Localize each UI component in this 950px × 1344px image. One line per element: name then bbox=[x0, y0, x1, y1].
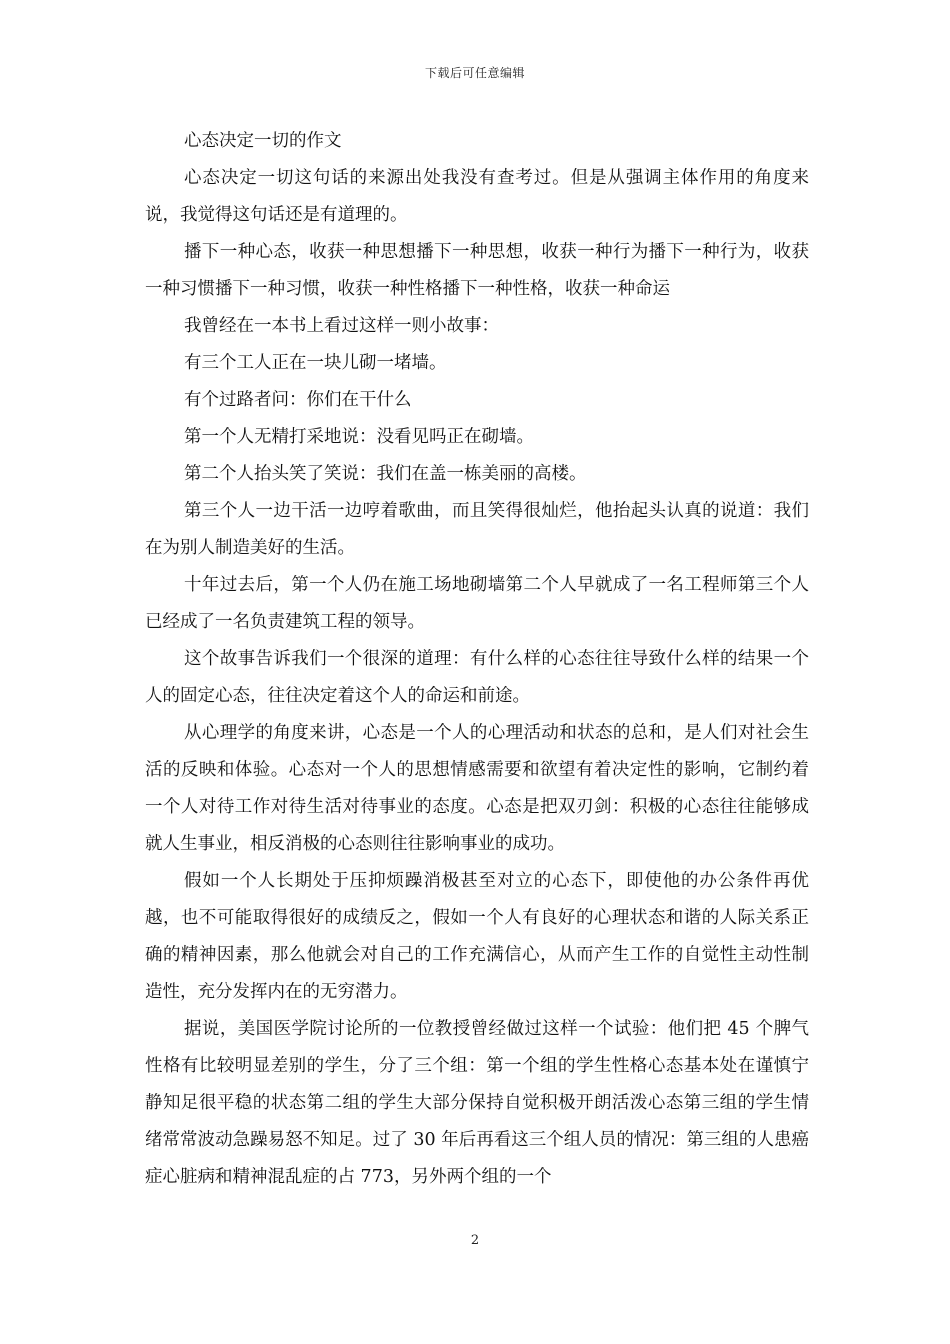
paragraph-1: 心态决定一切这句话的来源出处我没有查考过。但是从强调主体作用的角度来说，我觉得这句话还是有道理的。 bbox=[145, 168, 809, 225]
paragraph-3: 我曾经在一本书上看过这样一则小故事： bbox=[184, 316, 499, 336]
paragraph-11: 从心理学的角度来讲，心态是一个人的心理活动和状态的总和，是人们对社会生活的反映和体验。心态对一个人的思想情感需要和欲望有着决定性的影响，它制约着一个人对待工作对待生活对待事业的态度。心态是把双刃剑：积极的心态往往能够成就人生事业，相反消极的心态则往往影响事业的成功。 bbox=[145, 723, 809, 854]
paragraph-6: 第一个人无精打采地说：没看见吗正在砌墙。 bbox=[184, 427, 534, 447]
document-title: 心态决定一切的作文 bbox=[184, 131, 342, 151]
paragraph-10: 这个故事告诉我们一个很深的道理：有什么样的心态往往导致什么样的结果一个人的固定心态，往往决定着这个人的命运和前途。 bbox=[145, 649, 809, 706]
paragraph-9: 十年过去后，第一个人仍在施工场地砌墙第二个人早就成了一名工程师第三个人已经成了一名负责建筑工程的领导。 bbox=[145, 575, 809, 632]
paragraph-5: 有个过路者问：你们在干什么 bbox=[184, 390, 412, 410]
paragraph-8: 第三个人一边干活一边哼着歌曲，而且笑得很灿烂，他抬起头认真的说道：我们在为别人制造美好的生活。 bbox=[145, 501, 809, 558]
page-header: 下载后可任意编辑 bbox=[424, 66, 525, 80]
paragraph-7: 第二个人抬头笑了笑说：我们在盖一栋美丽的高楼。 bbox=[184, 464, 587, 484]
paragraph-12: 假如一个人长期处于压抑烦躁消极甚至对立的心态下，即使他的办公条件再优越，也不可能取得很好的成绩反之，假如一个人有良好的心理状态和谐的人际关系正确的精神因素，那么他就会对自己的工作充满信心，从而产生工作的自觉性主动性制造性，充分发挥内在的无穷潜力。 bbox=[145, 871, 809, 1002]
paragraph-2: 播下一种心态，收获一种思想播下一种思想，收获一种行为播下一种行为，收获一种习惯播下一种习惯，收获一种性格播下一种性格，收获一种命运 bbox=[145, 242, 809, 299]
page-number: 2 bbox=[470, 1233, 480, 1248]
paragraph-13: 据说，美国医学院讨论所的一位教授曾经做过这样一个试验：他们把 45 个脾气性格有比较明显差别的学生，分了三个组：第一个组的学生性格心态基本处在谨慎宁静知足很平稳的状态第二组的学生大部分保持自觉积极开朗活泼心态第三组的学生情绪常常波动急躁易怒不知足。过了 30 年后再看这三个组人员的情况：第三组的人患癌症心脏病和精神混乱症的占 773，另外两个组的一个 bbox=[145, 1019, 809, 1187]
paragraph-4: 有三个工人正在一块儿砌一堵墙。 bbox=[184, 353, 447, 373]
document-body bbox=[145, 123, 809, 1196]
